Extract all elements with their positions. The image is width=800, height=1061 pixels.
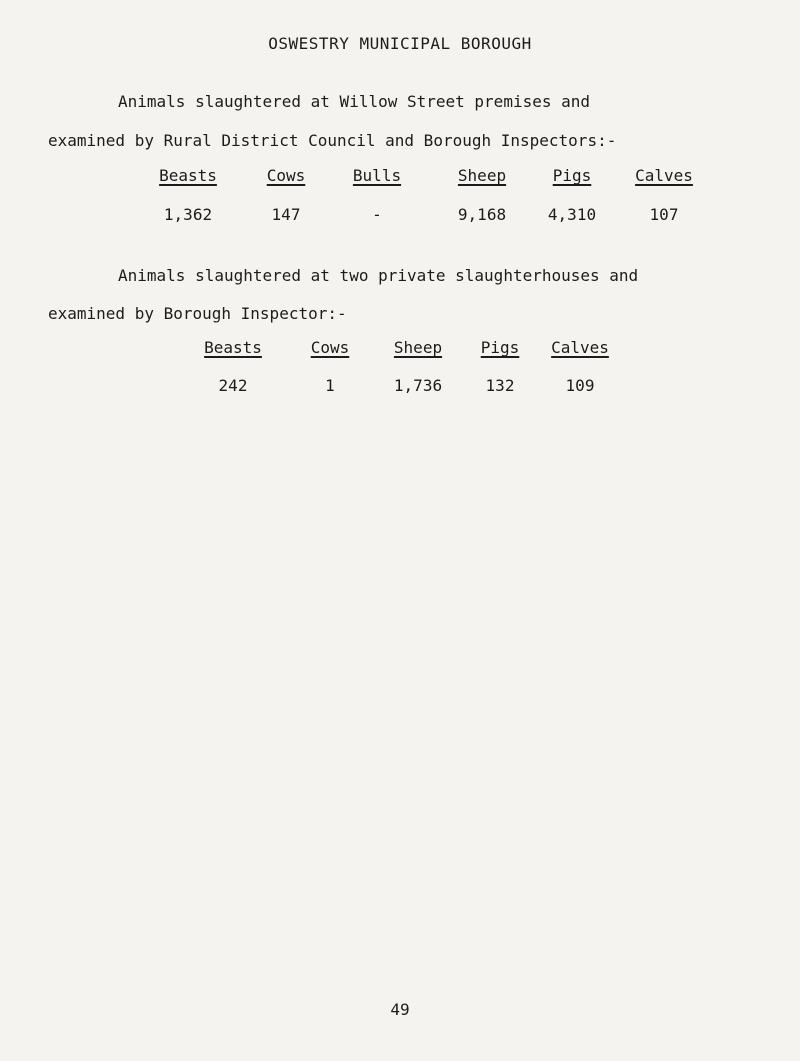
section1-intro-line2: examined by Rural District Council and Borough Inspectors:- <box>48 131 617 150</box>
section2-intro-line2: examined by Borough Inspector:- <box>48 304 347 323</box>
section1-intro-line1: Animals slaughtered at Willow Street premises and <box>118 92 591 111</box>
section2-value-beasts: 242 <box>218 376 248 395</box>
section2-header-calves: Calves <box>551 338 609 357</box>
section2-header-sheep: Sheep <box>393 338 443 357</box>
section1-header-cows: Cows <box>266 166 306 185</box>
section2-header-beasts: Beasts <box>204 338 262 357</box>
section1-value-bulls: - <box>372 205 382 224</box>
section1-value-beasts: 1,362 <box>163 205 213 224</box>
page-number: 49 <box>390 1000 410 1019</box>
section2-value-pigs: 132 <box>485 376 515 395</box>
section1-header-calves: Calves <box>635 166 693 185</box>
section1-header-bulls: Bulls <box>352 166 402 185</box>
section1-value-pigs: 4,310 <box>547 205 597 224</box>
section1-header-sheep: Sheep <box>457 166 507 185</box>
section1-header-pigs: Pigs <box>552 166 592 185</box>
section2-intro-line1: Animals slaughtered at two private slaughterhouses and <box>118 266 639 285</box>
section2-value-cows: 1 <box>325 376 335 395</box>
section2-header-pigs: Pigs <box>480 338 520 357</box>
section1-value-calves: 107 <box>649 205 679 224</box>
section2-value-calves: 109 <box>565 376 595 395</box>
section2-header-cows: Cows <box>310 338 350 357</box>
section2-value-sheep: 1,736 <box>393 376 443 395</box>
section1-value-cows: 147 <box>271 205 301 224</box>
section1-header-beasts: Beasts <box>159 166 217 185</box>
page-heading: OSWESTRY MUNICIPAL BOROUGH <box>268 34 532 53</box>
section1-value-sheep: 9,168 <box>457 205 507 224</box>
